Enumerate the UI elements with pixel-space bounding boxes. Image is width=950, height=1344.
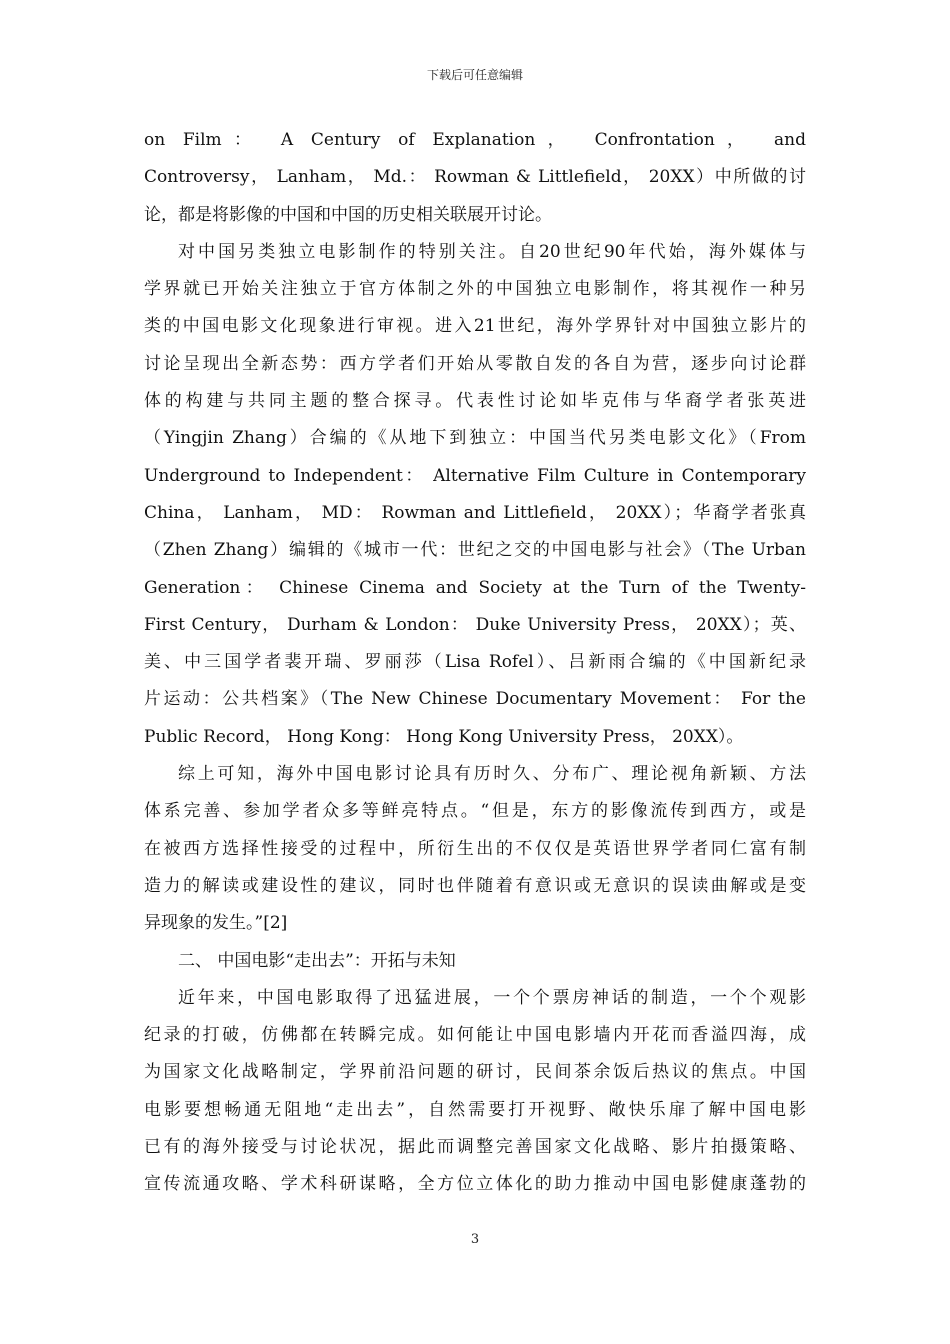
text-line: 已有的海外接受与讨论状况，据此而调整完善国家文化战略、影片拍摄策略、 <box>144 1137 806 1158</box>
text-line: 讨论呈现出全新态势：西方学者们开始从零散自发的各自为营，逐步向讨论群 <box>144 353 806 374</box>
text-line: 宣传流通攻略、学术科研谋略，全方位立体化的助力推动中国电影健康蓬勃的 <box>144 1174 806 1195</box>
text-line: 类的中国电影文化现象进行审视。进入21世纪，海外学界针对中国独立影片的 <box>144 316 806 337</box>
text-line: 论，都是将影像的中国和中国的历史相关联展开讨论。 <box>144 204 552 225</box>
text-line: 异现象的发生。”[2] <box>144 913 288 934</box>
text-line: 造力的解读或建设性的建议，同时也伴随着有意识或无意识的误读曲解或是变 <box>144 875 806 896</box>
text-line: 学界就已开始关注独立于官方体制之外的中国独立电影制作，将其视作一种另 <box>144 279 806 300</box>
text-line: Public Record， Hong Kong： Hong Kong University Press， 20XX）。 <box>144 726 744 747</box>
text-line: 为国家文化战略制定，学界前沿问题的研讨，民间茶余饭后热议的焦点。中国 <box>144 1062 806 1083</box>
text-line: 在被西方选择性接受的过程中，所衍生出的不仅仅是英语世界学者同仁富有制 <box>144 838 806 859</box>
text-line: （Zhen Zhang）编辑的《城市一代：世纪之交的中国电影与社会》（The Urban <box>144 540 806 561</box>
page-header: 下载后可任意编辑 <box>426 68 523 82</box>
text-line: 体的构建与共同主题的整合探寻。代表性讨论如毕克伟与华裔学者张英进 <box>144 391 806 412</box>
text-line: 对中国另类独立电影制作的特别关注。自20世纪90年代始，海外媒体与 <box>178 241 806 262</box>
text-line: 二、 中国电影“走出去”：开拓与未知 <box>178 950 456 971</box>
text-line: First Century， Durham & London： Duke University Press， 20XX）；英、 <box>144 614 806 635</box>
text-line: Controversy， Lanham， Md.： Rowman & Littlefield， 20XX）中所做的讨 <box>144 167 806 188</box>
text-line: 近年来，中国电影取得了迅猛进展，一个个票房神话的制造，一个个观影 <box>178 987 806 1008</box>
text-line: 美、中三国学者裴开瑞、罗丽莎（Lisa Rofel）、吕新雨合编的《中国新纪录 <box>144 652 806 673</box>
text-line: Generation： Chinese Cinema and Society at the Turn of the Twenty- <box>144 577 806 598</box>
text-line: （Yingjin Zhang）合编的《从地下到独立：中国当代另类电影文化》（From <box>144 428 806 449</box>
page-number: 3 <box>470 1232 480 1247</box>
text-line: 片运动：公共档案》（The New Chinese Documentary Movement： For the <box>144 689 806 710</box>
document-body <box>144 122 806 1204</box>
text-line: on Film： A Century of Explanation， Confrontation， and <box>144 130 806 150</box>
text-line: 体系完善、参加学者众多等鲜亮特点。“但是，东方的影像流传到西方，或是 <box>144 801 806 822</box>
text-line: 综上可知，海外中国电影讨论具有历时久、分布广、理论视角新颖、方法 <box>178 764 806 785</box>
text-line: 电影要想畅通无阻地“走出去”，自然需要打开视野、敞快乐扉了解中国电影 <box>144 1099 806 1120</box>
text-line: China， Lanham， MD： Rowman and Littlefield， 20XX）；华裔学者张真 <box>144 502 806 523</box>
text-line: Underground to Independent： Alternative Film Culture in Contemporary <box>144 465 806 486</box>
text-line: 纪录的打破，仿佛都在转瞬完成。如何能让中国电影墙内开花而香溢四海，成 <box>144 1025 806 1046</box>
